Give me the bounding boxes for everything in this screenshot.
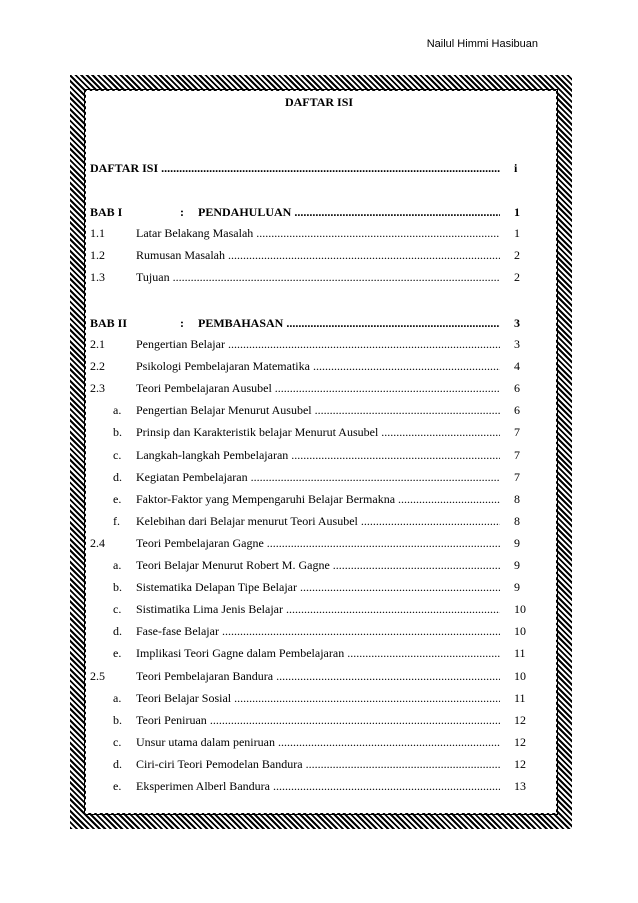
toc-entry-text: Sistimatika Lima Jenis Belajar .....	[136, 601, 500, 617]
toc-entry-text: Prinsip dan Karakteristik belajar Menurut Ausubel .....	[136, 424, 500, 440]
toc-entry-number: e.	[113, 491, 122, 506]
toc-entry-number: 2.3	[90, 381, 105, 396]
toc-entry	[90, 778, 530, 794]
toc-entry-number: b.	[113, 425, 122, 440]
toc-entry-text: Sistematika Delapan Tipe Belajar .....	[136, 579, 500, 595]
toc-entry-text: Unsur utama dalam peniruan .....	[136, 734, 500, 750]
toc-entry-page: 7	[514, 447, 520, 462]
chapter-label: BAB I	[90, 205, 123, 219]
toc-entry-text: Kelebihan dari Belajar menurut Teori Ausubel .....	[136, 513, 500, 529]
toc-entry-text: Pengertian Belajar .....	[136, 336, 500, 352]
toc-entry	[90, 469, 530, 485]
toc-entry-text: Rumusan Masalah .....	[136, 247, 500, 263]
toc-entry	[90, 623, 530, 639]
toc-entry	[90, 225, 530, 241]
toc-entry-text: Teori Pembelajaran Bandura .....	[136, 668, 500, 684]
toc-entry-number: c.	[113, 447, 122, 462]
toc-entry-page: 10	[514, 624, 526, 639]
toc-entry-page: 9	[514, 558, 520, 572]
toc-entry-page: 7	[514, 469, 520, 484]
toc-entry	[90, 557, 530, 573]
toc-entry-text: Implikasi Teori Gagne dalam Pembelajaran .....	[136, 645, 500, 661]
toc-entry-page: 8	[514, 491, 520, 506]
toc-entry-number: f.	[113, 513, 120, 528]
toc-entry-text: Ciri-ciri Teori Pemodelan Bandura .....	[136, 756, 500, 772]
toc-entry	[90, 645, 530, 661]
toc-entry-daftar-isi	[90, 160, 530, 176]
toc-entry	[90, 269, 530, 285]
chapter-title: PEMBAHASAN .....	[198, 315, 500, 331]
toc-entry-number: 1.2	[90, 248, 105, 262]
toc-entry-page: 9	[514, 580, 520, 595]
toc-entry-page: 8	[514, 513, 520, 528]
toc-entry	[90, 601, 530, 617]
toc-entry-text: Kegiatan Pembelajaran .....	[136, 469, 500, 485]
toc-entry-text: Latar Belakang Masalah .....	[136, 225, 500, 241]
toc-entry-page: 12	[514, 712, 526, 727]
toc-entry-number: b.	[113, 580, 122, 595]
toc-entry-text: Teori Peniruan .....	[136, 712, 500, 728]
chapter-colon: :	[180, 205, 184, 219]
toc-entry-page: 10	[514, 602, 526, 617]
toc-entry-page: 12	[514, 734, 526, 749]
toc-entry-page: 3	[514, 316, 520, 330]
toc-entry	[90, 402, 530, 418]
toc-entry-text: Fase-fase Belajar .....	[136, 623, 500, 639]
toc-entry-text: Teori Belajar Menurut Robert M. Gagne .....	[136, 557, 500, 573]
toc-entry	[90, 336, 530, 352]
toc-entry-page: 1	[514, 205, 520, 219]
toc-entry-page: 2	[514, 270, 520, 284]
toc-entry	[90, 535, 530, 551]
toc-entry-page: 11	[514, 690, 526, 705]
toc-entry	[90, 668, 530, 684]
toc-entry-page: 6	[514, 381, 520, 396]
toc-entry	[90, 690, 530, 706]
toc-entry-page: 11	[514, 646, 526, 661]
toc-entry	[90, 380, 530, 396]
toc-entry-page: 7	[514, 425, 520, 440]
toc-entry-number: 2.1	[90, 337, 105, 351]
toc-entry	[90, 513, 530, 529]
chapter-label: BAB II	[90, 316, 128, 330]
toc-entry-number: 2.2	[90, 359, 105, 374]
toc-entry-page: 1	[514, 226, 520, 240]
toc-entry-number: d.	[113, 624, 122, 639]
toc-entry-text: Tujuan .....	[136, 269, 500, 285]
chapter-colon: :	[180, 316, 184, 330]
toc-entry-number: a.	[113, 403, 122, 418]
toc-entry-number: 1.3	[90, 270, 105, 284]
toc-chapter-bab-2	[90, 315, 530, 331]
page-title: DAFTAR ISI	[284, 95, 354, 109]
chapter-title: PENDAHULUAN .....	[198, 204, 500, 220]
toc-entry	[90, 734, 530, 750]
toc-entry-number: e.	[113, 646, 122, 661]
toc-entry-page: 3	[514, 337, 520, 351]
toc-entry-text: Pengertian Belajar Menurut Ausubel .....	[136, 402, 500, 418]
toc-entry-text: Langkah-langkah Pembelajaran .....	[136, 447, 500, 463]
toc-entry	[90, 712, 530, 728]
toc-entry-number: a.	[113, 690, 122, 705]
toc-entry-text: Eksperimen Alberl Bandura .....	[136, 778, 500, 794]
toc-entry-text: Teori Pembelajaran Ausubel .....	[136, 380, 500, 396]
toc-entry	[90, 247, 530, 263]
toc-entry	[90, 424, 530, 440]
toc-entry-page: 9	[514, 535, 520, 550]
toc-entry-number: a.	[113, 558, 122, 572]
toc-entry-number: e.	[113, 779, 122, 793]
toc-entry-number: c.	[113, 602, 122, 617]
toc-entry-text: Teori Belajar Sosial .....	[136, 690, 500, 706]
toc-entry-number: b.	[113, 712, 122, 727]
toc-entry-number: c.	[113, 734, 122, 749]
toc-entry	[90, 491, 530, 507]
toc-entry	[90, 756, 530, 772]
toc-entry-text: DAFTAR ISI .....	[90, 160, 500, 176]
toc-entry-text: Psikologi Pembelajaran Matematika .....	[136, 358, 500, 374]
toc-entry-number: d.	[113, 756, 122, 771]
header-author: Nailul Himmi Hasibuan	[426, 38, 538, 50]
toc-entry-number: 2.4	[90, 535, 105, 550]
toc-entry-page: 13	[514, 779, 526, 793]
toc-entry	[90, 579, 530, 595]
toc-entry	[90, 447, 530, 463]
toc-entry-number: d.	[113, 469, 122, 484]
toc-entry-page: i	[514, 161, 518, 175]
toc-entry-number: 2.5	[90, 668, 105, 683]
toc-entry	[90, 358, 530, 374]
toc-entry-page: 6	[514, 403, 520, 418]
toc-entry-page: 12	[514, 756, 526, 771]
toc-entry-text: Faktor-Faktor yang Mempengaruhi Belajar Bermakna .....	[136, 491, 500, 507]
toc-entry-page: 10	[514, 668, 526, 683]
toc-entry-number: 1.1	[90, 226, 105, 240]
toc-entry-text: Teori Pembelajaran Gagne .....	[136, 535, 500, 551]
toc-chapter-bab-1	[90, 204, 530, 220]
toc-entry-page: 4	[514, 359, 520, 374]
toc-entry-page: 2	[514, 248, 520, 262]
